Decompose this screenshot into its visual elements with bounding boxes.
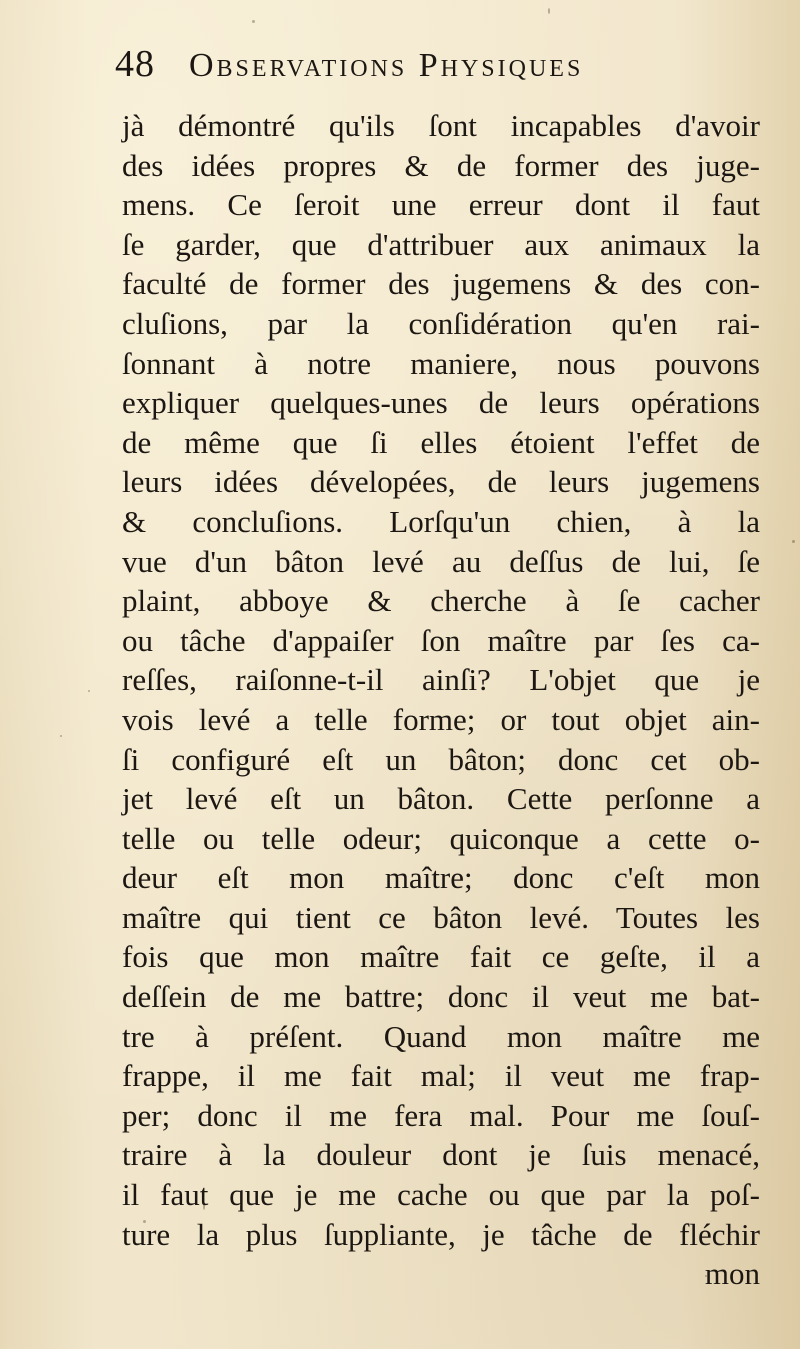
body-text [122, 106, 760, 1294]
text-line: ſonnant à notre maniere, nous pouvons [122, 345, 760, 381]
paper-speck [88, 690, 90, 692]
paper-speck [60, 735, 62, 737]
text-line: ſi configuré eſt un bâton; donc cet ob- [122, 741, 760, 777]
text-line: de même que ſi elles étoient l'effet de [122, 424, 760, 460]
page-number: 48 [115, 43, 155, 85]
text-line: ture la plus ſuppliante, je tâche de fléchir [122, 1216, 760, 1252]
text-line: frappe, il me fait mal; il veut me frap- [122, 1058, 760, 1094]
text-line: traire à la douleur dont je ſuis menacé, [122, 1137, 760, 1173]
text-line: cluſions, par la conſidération qu'en rai- [122, 305, 760, 341]
text-line: ou tâche d'appaiſer ſon maître par ſes ca- [122, 622, 760, 658]
text-line: deur eſt mon maître; donc c'eſt mon [122, 860, 760, 896]
catchword: mon [704, 1256, 760, 1292]
text-line: ſe garder, que d'attribuer aux animaux la [122, 226, 760, 262]
text-line: maître qui tient ce bâton levé. Toutes les [122, 899, 760, 935]
paper-speck [548, 8, 550, 14]
text-line: vois levé a telle forme; or tout objet ain- [122, 701, 760, 737]
text-line: il faut que je me cache ou que par la poſ- [122, 1177, 760, 1213]
text-line: leurs idées dévelopées, de leurs jugemens [122, 464, 760, 500]
text-line: reſſes, raiſonne-t-il ainſi? L'objet que je [122, 662, 760, 698]
paper-speck [792, 540, 795, 543]
text-line: expliquer quelques-unes de leurs opérations [122, 385, 760, 421]
text-line: deſſein de me battre; donc il veut me bat- [122, 979, 760, 1015]
paper-speck [252, 20, 255, 23]
text-line: faculté de former des jugemens & des con- [122, 266, 760, 302]
text-line: jet levé eſt un bâton. Cette perſonne a [122, 781, 760, 817]
text-line: mens. Ce ſeroit une erreur dont il faut [122, 187, 760, 223]
paper-speck [705, 1275, 707, 1277]
paper-speck [143, 1220, 146, 1223]
text-line: des idées propres & de former des juge- [122, 147, 760, 183]
text-line: plaint, abboye & cherche à ſe cacher [122, 583, 760, 619]
text-line: telle ou telle odeur; quiconque a cette o- [122, 820, 760, 856]
text-line: jà démontré qu'ils ſont incapables d'avoir [122, 108, 760, 143]
text-line: fois que mon maître fait ce geſte, il a [122, 939, 760, 975]
text-line: per; donc il me fera mal. Pour me ſouſ- [122, 1097, 760, 1133]
text-line: & concluſions. Lorſqu'un chien, à la [122, 503, 760, 539]
paper-speck [203, 1203, 205, 1210]
text-line: vue d'un bâton levé au deſſus de lui, ſe [122, 543, 760, 579]
running-title: Observations Physiques [189, 47, 584, 84]
page-header [115, 42, 770, 92]
text-line: tre à préſent. Quand mon maître me [122, 1018, 760, 1054]
